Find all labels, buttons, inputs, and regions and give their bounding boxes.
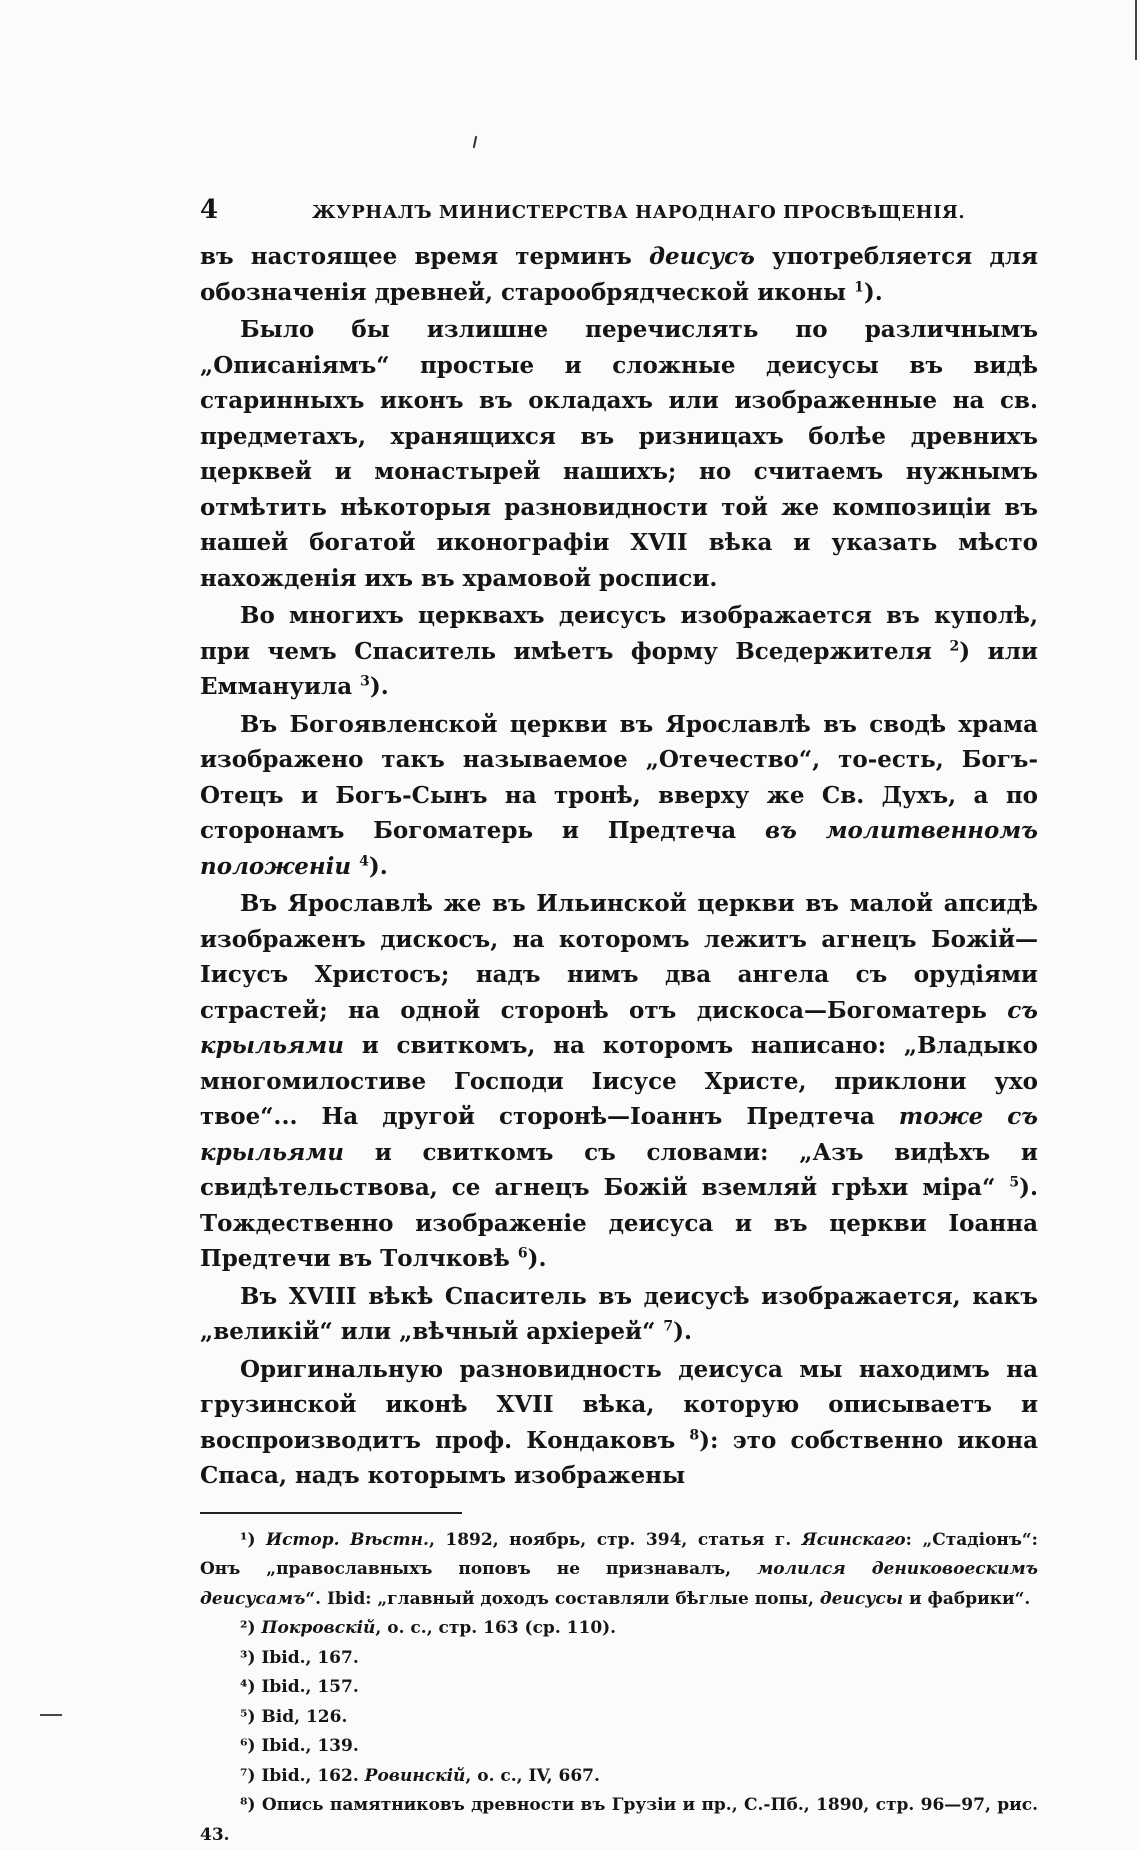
text-run: Оригинальную разновидность деисуса мы находимъ на грузинской иконѣ XVII вѣка, которую описываетъ и воспроизводитъ проф. Кондаковъ xyxy=(200,1356,1038,1454)
text-run: , о. с., IV, 667. xyxy=(465,1766,600,1786)
text-run: ). xyxy=(864,279,883,306)
text-run: и фабрики“. xyxy=(903,1589,1030,1609)
italic-title: Истор. Вѣстн. xyxy=(266,1530,429,1550)
footnote xyxy=(200,1526,1038,1615)
paragraph xyxy=(200,1352,1038,1494)
italic-phrase: тоже съ крыльями xyxy=(200,1103,1038,1166)
margin-mark xyxy=(1135,0,1137,60)
journal-title: ЖУРНАЛЪ МИНИСТЕРСТВА НАРОДНАГО ПРОСВѢЩЕНІЯ. xyxy=(312,202,1038,223)
text-run: ¹) xyxy=(240,1530,266,1550)
running-head xyxy=(200,195,1038,225)
footnote: ⁶) Ibid., 139. xyxy=(200,1732,1038,1762)
text-run: Въ Богоявленской церкви въ Ярославлѣ въ сводѣ храма изображено такъ называемое „Отечество“, то-есть, Богъ-Отецъ и Богъ-Сынъ на тронѣ, вверху же Св. Духъ, а по сторонамъ Богоматерь и Предтеча xyxy=(200,711,1038,845)
document-page xyxy=(200,195,1038,1850)
margin-mark xyxy=(40,1714,62,1716)
text-run: ) или Еммануила xyxy=(200,638,1038,701)
footnote-rule xyxy=(200,1512,462,1514)
paragraph xyxy=(200,598,1038,705)
text-run: и свиткомъ, на которомъ написано: „Владыко многомилостиве Господи Іисусе Христе, приклони ухо твое“... На другой сторонѣ—Іоаннъ Предтеча xyxy=(200,1032,1038,1130)
text-run: ). xyxy=(369,853,388,880)
footnote-ref: 4 xyxy=(359,853,369,869)
italic-phrase: деисусы xyxy=(820,1589,903,1609)
text-run: употребляется для обозначенія древней, старообрядческой иконы xyxy=(200,243,1038,306)
text-run: , о. с., стр. 163 (ср. 110). xyxy=(375,1618,616,1638)
text-run: ⁷) Ibid., 162. xyxy=(240,1766,365,1786)
text-run: ). xyxy=(370,673,389,700)
italic-name: Покровскій xyxy=(261,1618,375,1638)
footnote-ref: 8 xyxy=(689,1427,699,1443)
footnote xyxy=(200,1762,1038,1792)
footnote xyxy=(200,1614,1038,1644)
text-run: Во многихъ церквахъ деисусъ изображается въ куполѣ, при чемъ Спаситель имѣетъ форму Вседержителя xyxy=(200,602,1038,665)
text-run: ): это собственно икона Спаса, надъ которымъ изображены xyxy=(200,1427,1038,1490)
text-run: ²) xyxy=(240,1618,261,1638)
footnote-ref: 2 xyxy=(949,638,959,654)
main-text xyxy=(200,239,1038,1494)
page-number: 4 xyxy=(200,195,312,225)
ink-speck xyxy=(473,136,477,148)
text-run: въ настоящее время терминъ xyxy=(200,243,649,270)
footnote-ref: 5 xyxy=(1009,1174,1019,1190)
paragraph xyxy=(200,886,1038,1277)
text-run: Въ Ярославлѣ же въ Ильинской церкви въ малой апсидѣ изображенъ дискосъ, на которомъ лежитъ агнецъ Божій—Іисусъ Христосъ; надъ нимъ два ангела съ орудіями страстей; на одной сторонѣ отъ дискоса—Богоматерь xyxy=(200,890,1038,1024)
footnote-ref: 3 xyxy=(360,673,370,689)
text-run: ). xyxy=(528,1245,547,1272)
italic-term: деисусъ xyxy=(649,243,755,270)
footnote-ref: 7 xyxy=(663,1318,673,1334)
italic-phrase: въ молитвенномъ положеніи xyxy=(200,817,1038,880)
footnote-ref: 1 xyxy=(854,279,864,295)
italic-phrase: съ крыльями xyxy=(200,997,1038,1060)
italic-name: Ясинскаго xyxy=(802,1530,906,1550)
text-run: , 1892, ноябрь, стр. 394, статья г. xyxy=(429,1530,802,1550)
footnote: ³) Ibid., 167. xyxy=(200,1644,1038,1674)
footnotes xyxy=(200,1526,1038,1850)
italic-name: Ровинскій xyxy=(365,1766,466,1786)
footnote: ⁴) Ibid., 157. xyxy=(200,1673,1038,1703)
text-run: Въ XVIII вѣкѣ Спаситель въ деисусѣ изображается, какъ „великій“ или „вѣчный архіерей“ xyxy=(200,1283,1038,1346)
text-run: “. Ibid: „главный доходъ составляли бѣглые попы, xyxy=(305,1589,819,1609)
footnote-ref: 6 xyxy=(518,1245,528,1261)
footnote: ⁵) Bid, 126. xyxy=(200,1703,1038,1733)
paragraph: Было бы излишне перечислять по различнымъ „Описаніямъ“ простые и сложные деисусы въ видѣ старинныхъ иконъ въ окладахъ или изображенные на св. предметахъ, хранящихся въ ризницахъ болѣе древнихъ церквей и монастырей нашихъ; но считаемъ нужнымъ отмѣтить нѣкоторыя разновидности той же композиціи въ нашей богатой иконографіи XVII вѣка и указать мѣсто нахожденія ихъ въ храмовой росписи. xyxy=(200,312,1038,596)
footnote: ⁸) Опись памятниковъ древности въ Грузіи и пр., С.-Пб., 1890, стр. 96—97, рис. 43. xyxy=(200,1791,1038,1850)
italic-phrase: молился дениковоескимъ деисусамъ xyxy=(200,1559,1038,1609)
text-run: и свиткомъ съ словами: „Азъ видѣхъ и свидѣтельствова, се агнецъ Божій вземляй грѣхи міра“ xyxy=(200,1139,1038,1202)
text-run: ). xyxy=(673,1318,692,1345)
paragraph xyxy=(200,707,1038,885)
paragraph xyxy=(200,239,1038,310)
text-run: : „Стадіонъ“: Онъ „православныхъ поповъ не признавалъ, xyxy=(200,1530,1038,1580)
text-run: ). Тождественно изображеніе деисуса и въ церкви Іоанна Предтечи въ Толчковѣ xyxy=(200,1174,1038,1272)
paragraph xyxy=(200,1279,1038,1350)
